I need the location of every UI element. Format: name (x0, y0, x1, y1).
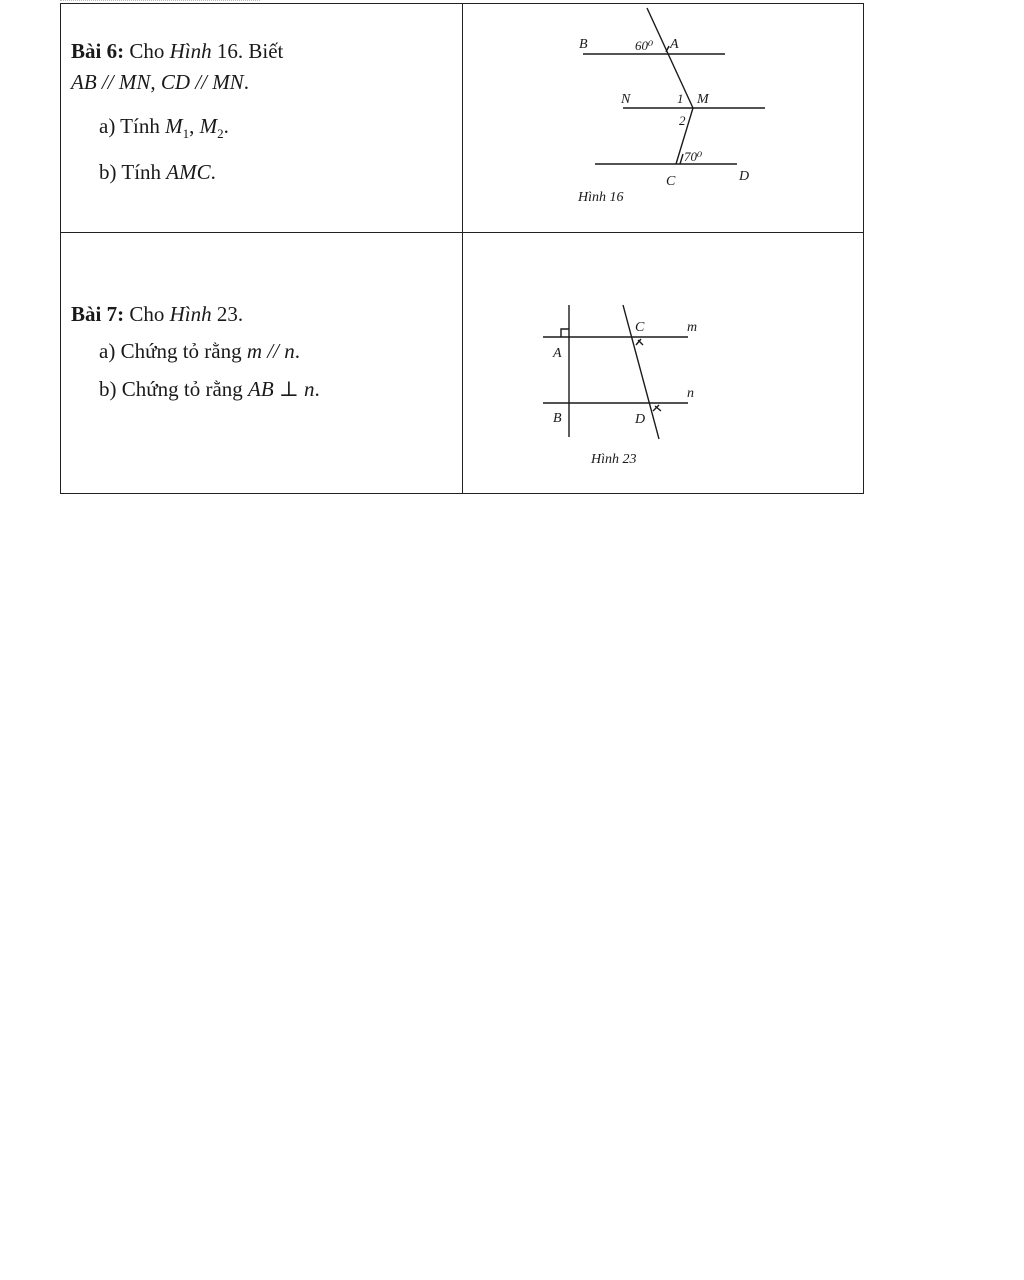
label-c: C (665, 174, 675, 189)
angle-70-label: 70⁰ (683, 149, 702, 164)
exercise-row-7 (61, 233, 864, 494)
label-m: m (686, 320, 697, 335)
label-n: n (686, 386, 694, 401)
line-n-ref: n (303, 376, 315, 401)
line-m-ref: m (246, 339, 263, 364)
subscript-1: 1 (182, 125, 190, 141)
parallel-symbol: // (262, 339, 285, 364)
parallel-symbol: // (96, 70, 119, 95)
angle-70-mark (680, 154, 683, 164)
exercise-6-intro (71, 38, 462, 65)
label-b: B (552, 411, 562, 426)
exercise-6-given (71, 69, 462, 96)
given-mn: MN (118, 70, 151, 95)
period: . (314, 376, 320, 401)
perpendicular-symbol: ⊥ (273, 376, 304, 401)
right-angle-mark (561, 329, 569, 337)
part-b-label: b) Tính (99, 159, 167, 184)
exercise-6-statement (61, 4, 462, 186)
comma: , (150, 70, 161, 95)
parallel-symbol: // (190, 70, 213, 95)
exercise-6-text-cell (61, 4, 463, 233)
intro-text-end: 23. (211, 302, 244, 326)
intro-text: Cho (124, 302, 170, 326)
label-b: B (578, 37, 588, 52)
part-a-label: a) Tính (99, 113, 166, 138)
exercise-6-part-a (71, 113, 462, 143)
transversal-top (647, 8, 693, 108)
intro-text: Cho (124, 39, 170, 63)
label-n: N (620, 92, 630, 107)
given-cd: CD (160, 70, 191, 95)
exercise-7-figure-cell (462, 233, 864, 494)
label-m: M (696, 92, 709, 107)
figure-16-caption: Hình 16 (577, 190, 623, 205)
angle-num-2: 2 (678, 113, 685, 128)
label-a: A (669, 37, 679, 52)
intro-text-end: 16. Biết (211, 39, 284, 63)
subscript-2: 2 (217, 125, 224, 141)
angle-d-mark (653, 405, 661, 411)
figure-23-caption: Hình 23 (590, 452, 636, 467)
angle-c-mark (636, 339, 643, 345)
label-c: C (634, 320, 644, 335)
angle-num-1: 1 (676, 91, 683, 106)
label-d: D (738, 169, 749, 184)
segment-ab-ref: AB (248, 376, 274, 401)
period: . (223, 113, 229, 138)
exercise-7-part-a (71, 338, 462, 365)
figure-ref: Hình (169, 302, 212, 326)
figure-ref: Hình (169, 39, 212, 63)
period: . (243, 70, 249, 95)
part-b-label: b) Chứng tỏ rằng (99, 376, 249, 401)
angle-60-label: 60⁰ (634, 38, 653, 53)
exercise-7-statement (61, 233, 462, 403)
exercise-6-figure-cell (462, 4, 864, 233)
exercise-6-number: Bài 6: (71, 39, 125, 63)
label-d: D (634, 412, 645, 427)
period: . (294, 339, 300, 364)
angle-m: M (199, 113, 218, 138)
line-n-ref: n (284, 339, 295, 364)
part-a-label: a) Chứng tỏ rằng (99, 339, 247, 364)
period: . (210, 159, 216, 184)
exercise-7-intro (71, 301, 462, 328)
label-a: A (552, 346, 562, 361)
exercise-7-number: Bài 7: (71, 302, 125, 326)
figure-23 (463, 233, 863, 493)
given-ab: AB (71, 70, 97, 95)
exercise-7-part-b (71, 376, 462, 403)
exercise-6-part-b (71, 159, 462, 186)
comma: , (189, 113, 200, 138)
given-mn: MN (212, 70, 244, 95)
angle-amc: AMC (166, 159, 211, 184)
exercise-row-6 (61, 4, 864, 233)
angle-m: M (165, 113, 183, 138)
exercise-table (60, 3, 864, 494)
figure-16 (463, 4, 863, 232)
exercise-7-text-cell (61, 233, 463, 494)
